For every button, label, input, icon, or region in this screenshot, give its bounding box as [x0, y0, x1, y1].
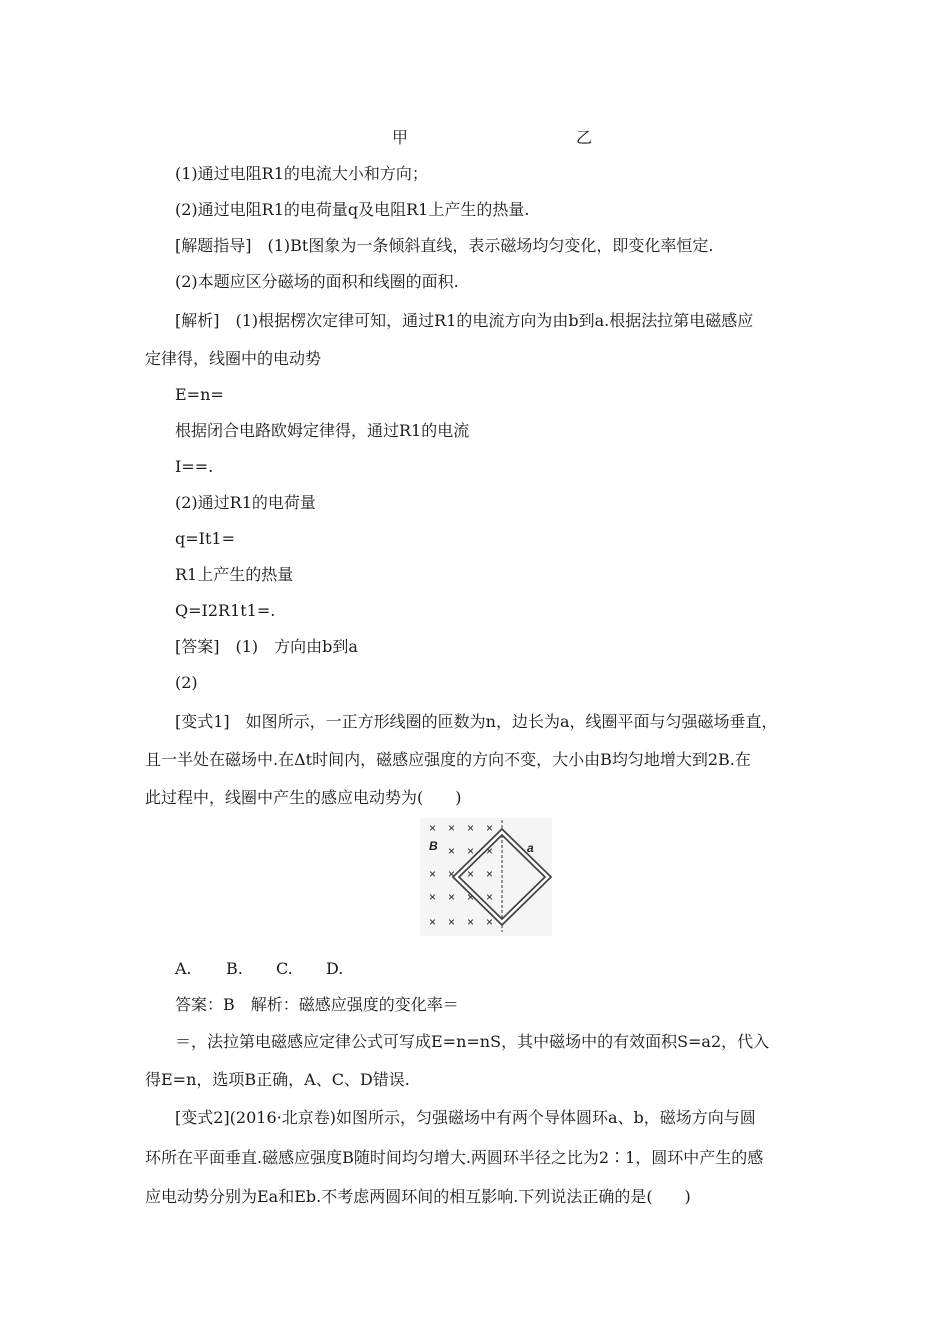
- analysis-line-1: [解析] (1)根据楞次定律可知，通过R1的电流方向为由b到a.根据法拉第电磁感应: [175, 311, 754, 330]
- field-cross: ×: [448, 821, 456, 835]
- field-cross: ×: [429, 890, 437, 904]
- field-cross: ×: [486, 844, 494, 858]
- variant1-line-2: 且一半处在磁场中.在Δt时间内，磁感应强度的方向不变，大小由B均匀地增大到2B.在: [145, 750, 751, 769]
- solution-line-1: 答案：B 解析：磁感应强度的变化率＝: [175, 995, 459, 1014]
- field-cross: ×: [448, 867, 456, 881]
- analysis-line-4: 根据闭合电路欧姆定律得，通过R1的电流: [175, 421, 470, 440]
- analysis-line-2: 定律得，线圈中的电动势: [145, 349, 322, 368]
- field-cross: ×: [467, 867, 475, 881]
- field-cross: ×: [486, 890, 494, 904]
- question-1: (1)通过电阻R1的电流大小和方向；: [175, 164, 428, 183]
- solution-line-3: 得E=n，选项B正确，A、C、D错误.: [145, 1070, 410, 1089]
- field-cross: ×: [429, 867, 437, 881]
- analysis-current-formula: I==.: [175, 457, 214, 476]
- analysis-emf-formula: E=n=: [175, 385, 224, 404]
- question-2: (2)通过电阻R1的电荷量q及电阻R1上产生的热量.: [175, 200, 530, 219]
- field-cross: ×: [467, 844, 475, 858]
- option-a: A.: [175, 959, 192, 978]
- answer-line-1: [答案] (1) 方向由b到a: [175, 637, 358, 656]
- variant1-line-3: 此过程中，线圈中产生的感应电动势为( ): [145, 788, 462, 807]
- solution-line-2: ＝，法拉第电磁感应定律公式可写成E=n=nS，其中磁场中的有效面积S=a2，代入: [175, 1032, 770, 1051]
- guide-line-1: [解题指导] (1)Bt图象为一条倾斜直线，表示磁场均匀变化，即变化率恒定.: [175, 236, 714, 255]
- field-cross: ×: [429, 915, 437, 929]
- option-d: D.: [326, 959, 344, 978]
- coil-in-field-figure: [420, 818, 552, 936]
- variant2-line-1: [变式2](2016·北京卷)如图所示，匀强磁场中有两个导体圆环a、b，磁场方向与圆: [175, 1108, 756, 1127]
- analysis-line-6: (2)通过R1的电荷量: [175, 493, 316, 512]
- field-label-b: B: [429, 839, 438, 853]
- caption-yi: 乙: [576, 128, 593, 147]
- variant1-line-1: [变式1] 如图所示，一正方形线圈的匝数为n，边长为a，线圈平面与匀强磁场垂直，: [175, 712, 778, 731]
- field-cross: ×: [448, 890, 456, 904]
- analysis-line-8: R1上产生的热量: [175, 565, 294, 584]
- variant2-line-2: 环所在平面垂直.磁感应强度B随时间均匀增大.两圆环半径之比为2∶1，圆环中产生的感: [145, 1148, 764, 1167]
- analysis-heat-formula: Q=I2R1t1=.: [175, 601, 276, 620]
- field-cross: ×: [486, 821, 494, 835]
- answer-line-2: (2): [175, 673, 198, 692]
- side-label-a: a: [527, 841, 534, 855]
- field-cross: ×: [429, 821, 437, 835]
- field-cross: ×: [448, 915, 456, 929]
- analysis-charge-formula: q=It1=: [175, 529, 235, 548]
- field-cross: ×: [448, 844, 456, 858]
- option-b: B.: [226, 959, 243, 978]
- field-cross: ×: [467, 890, 475, 904]
- guide-line-2: (2)本题应区分磁场的面积和线圈的面积.: [175, 272, 459, 291]
- option-c: C.: [276, 959, 293, 978]
- field-cross: ×: [486, 915, 494, 929]
- field-cross: ×: [486, 867, 494, 881]
- field-cross: ×: [467, 821, 475, 835]
- caption-jia: 甲: [392, 128, 409, 147]
- field-cross: ×: [467, 915, 475, 929]
- variant2-line-3: 应电动势分别为Ea和Eb.不考虑两圆环间的相互影响.下列说法正确的是( ): [145, 1187, 691, 1206]
